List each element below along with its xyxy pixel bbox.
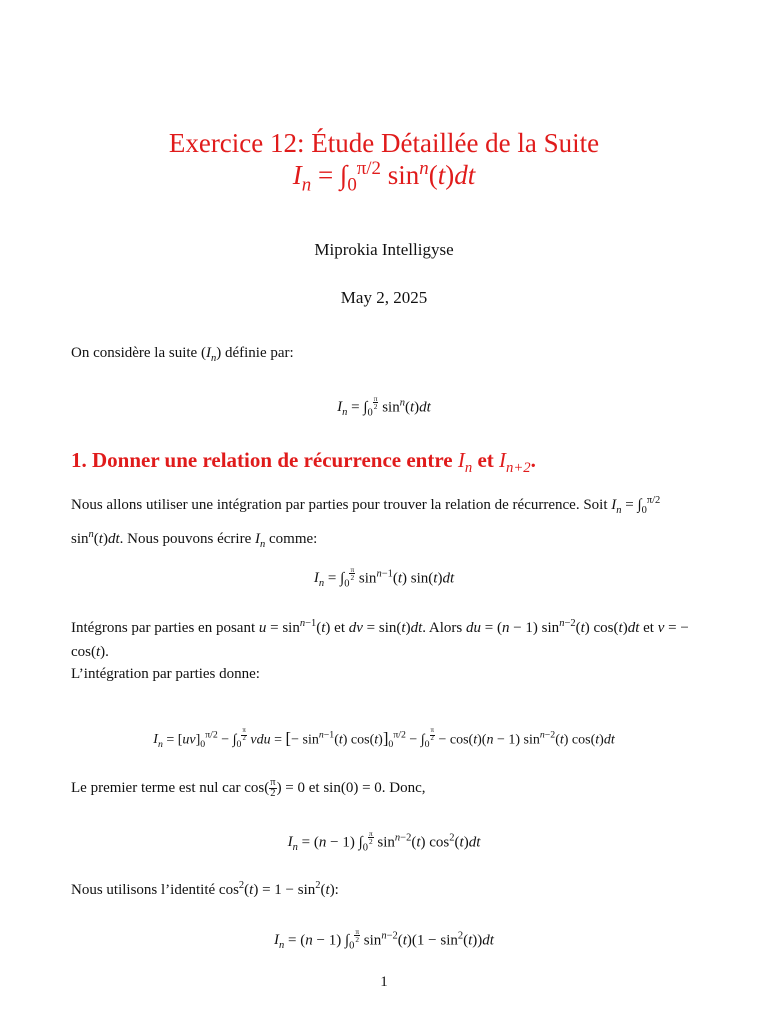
paragraph-5: Nous utilisons l’identité $\cos^2(t) = 1 - \sin^2(t)$: — [71, 880, 339, 898]
title-line-1: Exercice 12: Étude Détaillée de la Suite — [168, 128, 600, 158]
author: Miprokia Intelligyse — [314, 240, 454, 259]
equation-3: $I_n = (n - 1)$ $\int_0$ $^{\frac{\pi}{2}}$ $\sin^{n-2}(t)$ $\cos^2(t)dt$ — [287, 829, 481, 854]
equation-2: $I_n = [uv]_0^{\pi/2} - \int_0$ $^{\frac{\pi}{2}}$ vdu = [− $\sin^{n-1}(t) \cos(t)]_0^{\pi/2} - \int_0$ $^{\frac{\pi}{2}}$ − cos(t)(n − 1) $\sin^{n-2}(t)$ cos(t)dt — [153, 727, 615, 751]
equation-definition: $I_n = \int_0$ $^{\frac{\pi}{2}}$ $\sin^n(t)dt$ — [337, 394, 431, 419]
paragraph-1: Nous allons utiliser une intégration par parties pour trouver la relation de récurrence. Soit $I_n = \int_0^{\pi/2}$ $\sin^n(t)dt$. Nous pouvons écrire $I_n$ comme: — [71, 495, 661, 550]
paragraph-2: Intégrons par parties en posant $u = \sin^{n-1}(t)$ et dv = sin(t)dt. Alors du = (n − 1) $\sin^{n-2}(t)$ cos(t)dt et v = − cos(t). — [71, 618, 689, 660]
equation-4: $I_n = (n - 1)$ $\int_0$ $^{\frac{\pi}{2}}$ $\sin^{n-2}(t)(1 - \sin^2(t))dt$ — [274, 927, 494, 952]
title-line-2: $I_n = \int_0^{\pi/2}$ $\sin^n(t)dt$ — [292, 158, 476, 196]
date: May 2, 2025 — [340, 288, 428, 307]
intro-paragraph: On considère la suite $(I_n)$ définie par: — [71, 345, 294, 364]
paragraph-4: Le premier terme est nul car cos( $\frac{\pi}{2}$ ) = 0 et sin(0) = 0. Donc, — [71, 776, 426, 800]
equation-1: $I_n = \int_0$ $^{\frac{\pi}{2}}$ $\sin^{n-1}(t)$ sin(t)dt — [313, 565, 455, 590]
paragraph-3: L’intégration par parties donne: — [71, 666, 260, 682]
section-heading: 1. Donner une relation de récurrence entre $I_n$ et $I_{n+2}$. — [71, 448, 536, 477]
page-number: 1 — [380, 974, 388, 990]
